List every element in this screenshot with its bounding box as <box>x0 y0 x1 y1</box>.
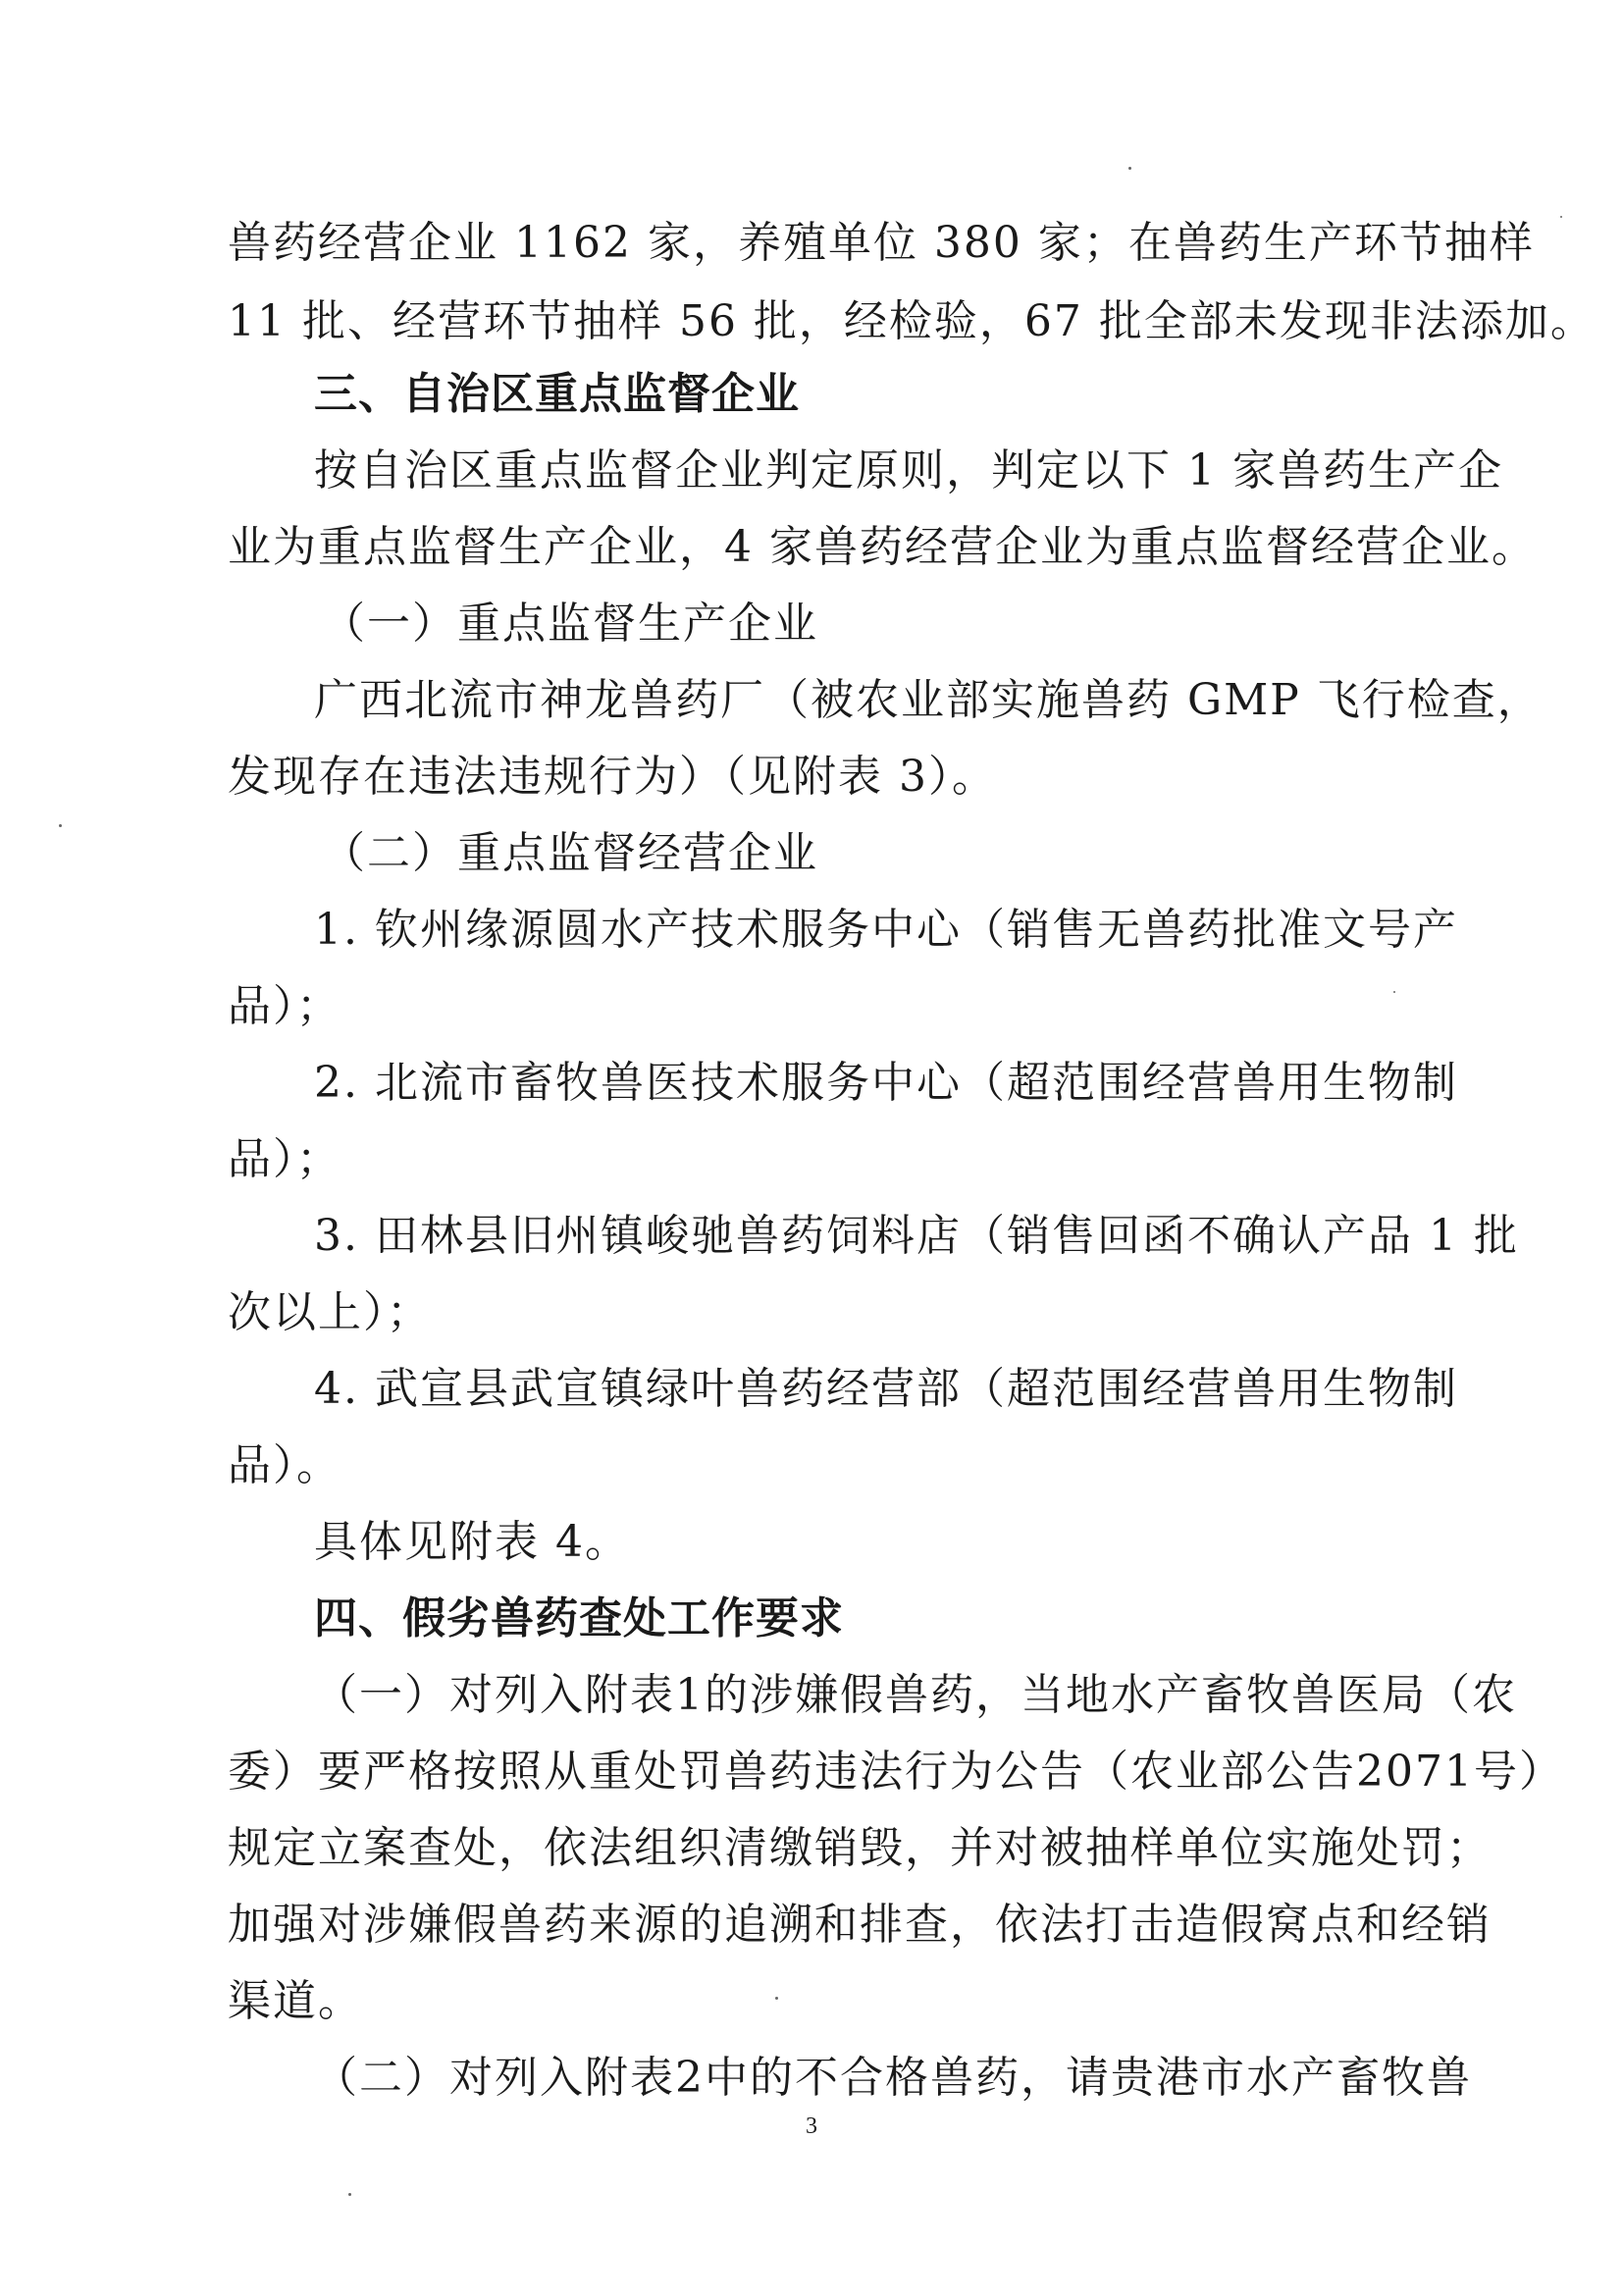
list-item: 1. 钦州缘源圆水产技术服务中心（销售无兽药批准文号产 <box>314 905 1458 955</box>
body-text-line: 11 批、经营环节抽样 56 批，经检验，67 批全部未发现非法添加。 <box>228 296 1596 346</box>
section-heading-3: 三、自治区重点监督企业 <box>314 369 800 419</box>
body-text-line: 加强对涉嫌假兽药来源的追溯和排查，依法打击造假窝点和经销 <box>228 1900 1492 1950</box>
subsection-heading: （二）重点监督经营企业 <box>322 828 818 878</box>
body-text-line: 兽药经营企业 1162 家，养殖单位 380 家；在兽药生产环节抽样 <box>228 218 1535 268</box>
list-item: 4. 武宣县武宣镇绿叶兽药经营部（超范围经营兽用生物制 <box>314 1364 1458 1414</box>
scan-speck <box>59 824 62 827</box>
subsection-heading: （一）重点监督生产企业 <box>322 599 818 649</box>
section-heading-4: 四、假劣兽药查处工作要求 <box>314 1593 844 1644</box>
list-item-continuation: 次以上）； <box>228 1287 432 1337</box>
scan-speck <box>775 1997 778 2000</box>
scan-speck <box>1560 216 1562 218</box>
list-item-continuation: 品）。 <box>228 1440 341 1490</box>
body-text-line: 具体见附表 4。 <box>314 1517 630 1567</box>
body-text-line: （二）对列入附表2中的不合格兽药，请贵港市水产畜牧兽 <box>314 2053 1472 2103</box>
scan-speck <box>1128 167 1131 170</box>
list-item-continuation: 品）； <box>228 1134 341 1184</box>
scan-speck <box>1393 991 1395 993</box>
body-text-line: 业为重点监督生产企业，4 家兽药经营企业为重点监督经营企业。 <box>228 522 1537 572</box>
body-text-line: 规定立案查处，依法组织清缴销毁，并对被抽样单位实施处罚； <box>228 1823 1492 1873</box>
list-item-continuation: 品）； <box>228 981 341 1031</box>
list-item: 3. 田林县旧州镇峻驰兽药饲料店（销售回函不确认产品 1 批 <box>314 1211 1519 1261</box>
body-text-line: 广西北流市神龙兽药厂（被农业部实施兽药 GMP 飞行检查， <box>314 675 1543 725</box>
body-text-line: 渠道。 <box>228 1976 363 2026</box>
body-text-line: （一）对列入附表1的涉嫌假兽药，当地水产畜牧兽医局（农 <box>314 1670 1517 1720</box>
page-number: 3 <box>806 2113 817 2139</box>
body-text-line: 委）要严格按照从重处罚兽药违法行为公告（农业部公告2071号） <box>228 1747 1564 1797</box>
body-text-line: 发现存在违法违规行为）（见附表 3）。 <box>228 752 997 802</box>
list-item: 2. 北流市畜牧兽医技术服务中心（超范围经营兽用生物制 <box>314 1058 1458 1108</box>
body-text-line: 按自治区重点监督企业判定原则，判定以下 1 家兽药生产企 <box>314 445 1503 496</box>
scan-speck <box>348 2193 351 2196</box>
